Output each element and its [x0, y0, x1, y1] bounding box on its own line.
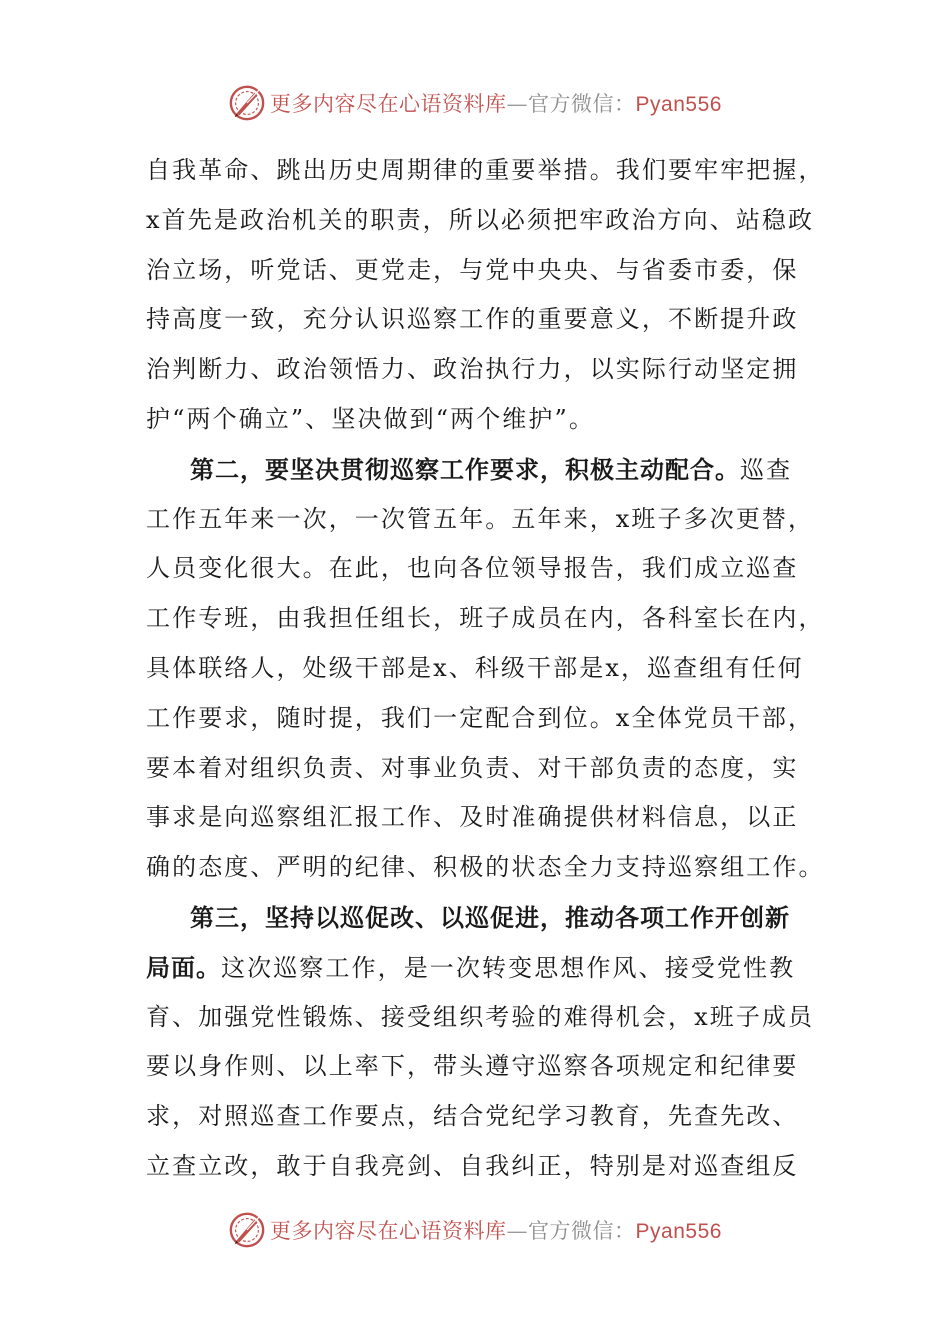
watermark-text: [270, 1215, 722, 1245]
text-line: 具体联络人，处级干部是x、科级干部是x，巡查组有任何: [146, 653, 804, 682]
text-line: 育、加强党性锻炼、接受组织考验的难得机会，x班子成员: [146, 1002, 815, 1031]
paragraph-second-line: [146, 943, 806, 993]
text-line: 工作专班，由我担任组长，班子成员在内，各科室长在内，: [146, 604, 825, 633]
paragraph-heading: 第三，坚持以巡促改、以巡促进，推动各项工作开创新: [190, 902, 790, 932]
text-run: 这次巡察工作，是一次转变思想作风、接受党性教: [221, 953, 796, 982]
text-line: 求，对照巡查工作要点，结合党纪学习教育，先查先改、: [146, 1102, 799, 1131]
watermark-label: 官方微信：: [528, 92, 636, 116]
text-line: 确的态度、严明的纪律、积极的状态全力支持巡察组工作。: [146, 853, 825, 882]
watermark-label: 官方微信：: [528, 1219, 636, 1243]
text-run: 巡查: [740, 455, 793, 484]
paragraph-heading: 第二，要坚决贯彻巡察工作要求，积极主动配合。: [190, 454, 740, 484]
text-line: 事求是向巡察组汇报工作、及时准确提供材料信息，以正: [146, 803, 799, 832]
watermark-prefix: 更多内容尽在心语资料库: [270, 1219, 507, 1243]
watermark-separator: —: [506, 1219, 529, 1243]
watermark-wechat-id: Pyan556: [635, 93, 722, 116]
paragraph-first-line: [146, 893, 806, 943]
watermark-wechat-id: Pyan556: [635, 1220, 722, 1243]
text-line: 自我革命、跳出历史周期律的重要举措。我们要牢牢把握，: [146, 156, 825, 184]
paragraph-first-line: [146, 445, 806, 495]
text-line: 要本着对组织负责、对事业负责、对干部负责的态度，实: [146, 753, 799, 782]
text-line: 立查立改，敢于自我亮剑、自我纠正，特别是对巡查组反: [146, 1151, 799, 1180]
text-line: 护“两个确立”、坚决做到“两个维护”。: [146, 404, 595, 433]
text-line: x首先是政治机关的职责，所以必须把牢政治方向、站稳政: [146, 205, 815, 234]
document-body: [146, 146, 825, 1192]
text-line: 要以身作则、以上率下，带头遵守巡察各项规定和纪律要: [146, 1052, 799, 1081]
watermark-separator: —: [506, 92, 529, 116]
text-line: 治立场，听党话、更党走，与党中央央、与省委市委，保: [146, 255, 799, 284]
text-line: 工作五年来一次，一次管五年。五年来，x班子多次更替，: [146, 504, 815, 533]
watermark-prefix: 更多内容尽在心语资料库: [270, 92, 507, 116]
text-line: 人员变化很大。在此，也向各位领导报告，我们成立巡查: [146, 554, 799, 583]
watermark-text: [270, 88, 722, 118]
watermark-banner-bottom: [0, 1210, 950, 1250]
quill-logo-icon: [228, 1211, 266, 1249]
watermark-banner-top: [0, 83, 950, 123]
paragraph-heading-end: 局面。: [146, 952, 221, 982]
quill-logo-icon: [228, 84, 266, 122]
text-line: 工作要求，随时提，我们一定配合到位。x全体党员干部，: [146, 703, 815, 732]
text-line: 治判断力、政治领悟力、政治执行力，以实际行动坚定拥: [146, 355, 799, 384]
text-line: 持高度一致，充分认识巡察工作的重要意义，不断提升政: [146, 305, 799, 334]
